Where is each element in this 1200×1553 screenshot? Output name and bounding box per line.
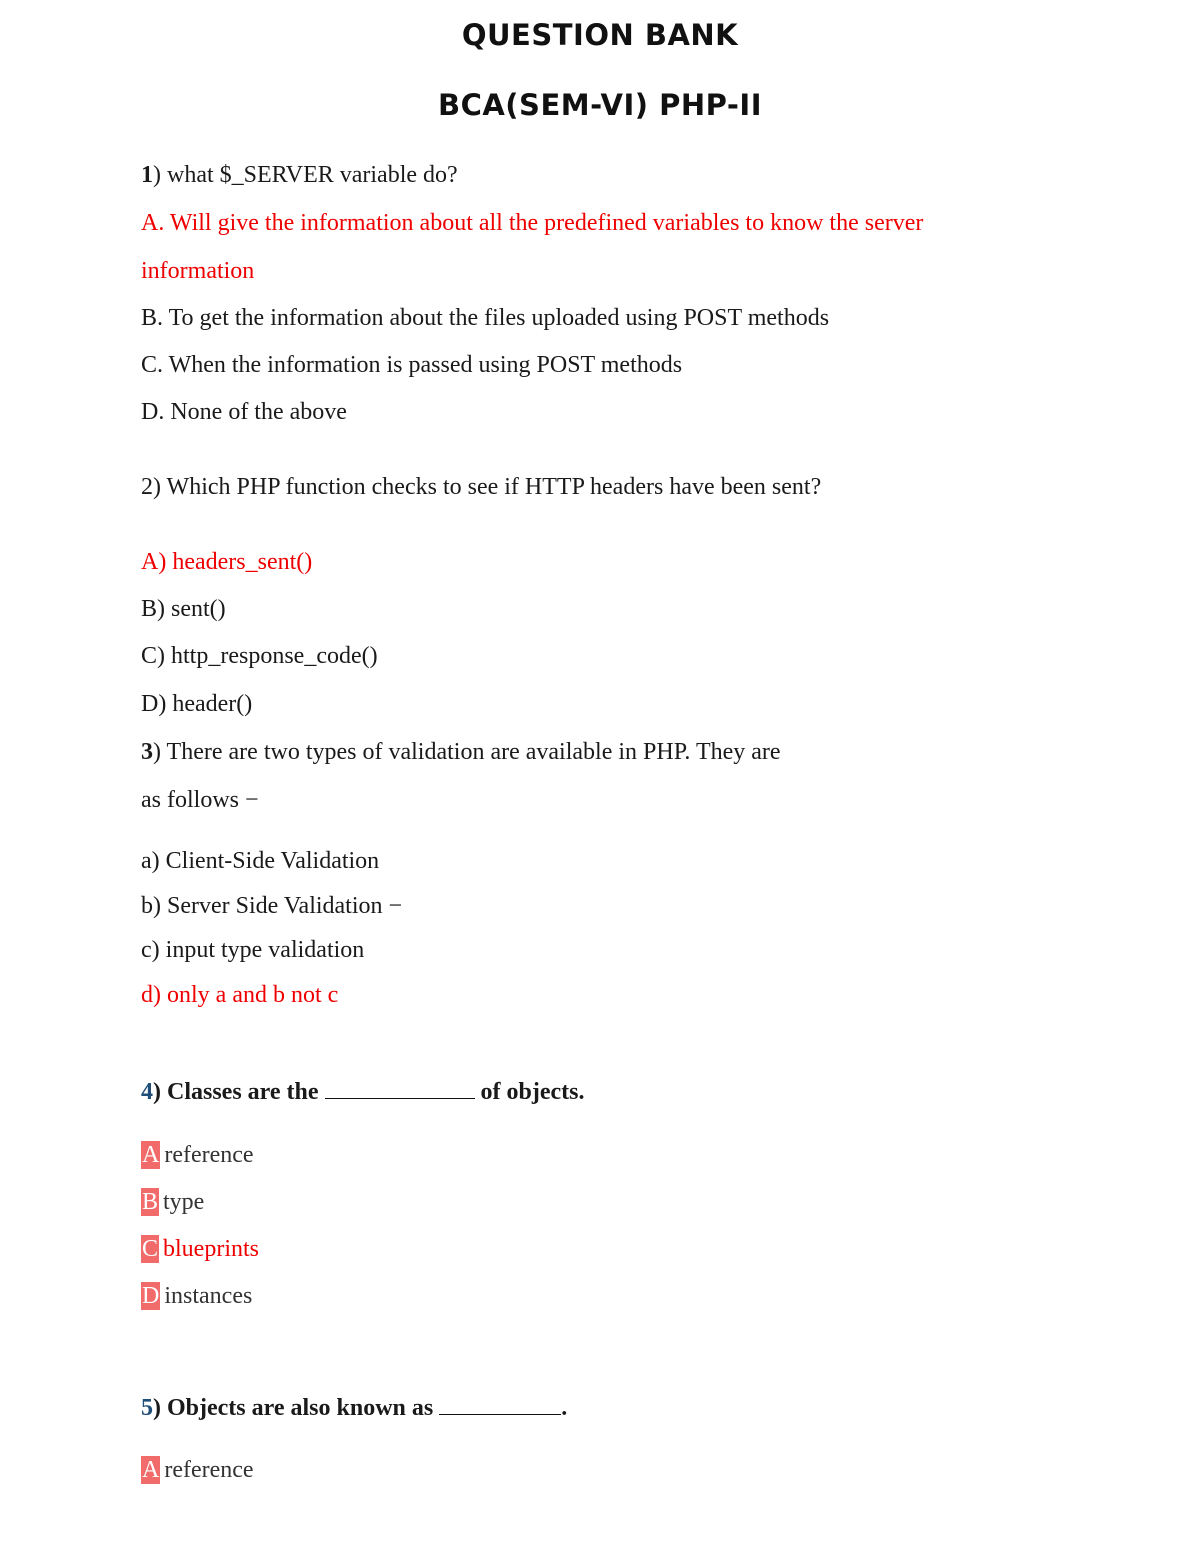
question-3-number: 3 xyxy=(141,739,153,765)
question-4-option-a xyxy=(141,1140,254,1170)
question-4-number: 4 xyxy=(141,1079,153,1105)
question-3-option-a: a) Client-Side Validation xyxy=(141,848,380,874)
question-4-text-after: of objects. xyxy=(474,1079,585,1105)
option-text: reference xyxy=(164,1457,254,1483)
question-4-option-d xyxy=(141,1281,252,1311)
question-1-option-b: B. To get the information about the files uploaded using POST methods xyxy=(141,305,830,331)
question-1-option-c: C. When the information is passed using POST methods xyxy=(141,352,683,378)
question-2-option-a: A) headers_sent() xyxy=(141,549,313,575)
question-5-blank xyxy=(439,1392,561,1415)
question-4-option-b xyxy=(141,1187,204,1217)
question-3-line1 xyxy=(141,737,781,767)
question-2-option-c: C) http_response_code() xyxy=(141,643,378,669)
question-2-option-b: B) sent() xyxy=(141,596,226,622)
question-4 xyxy=(141,1076,585,1107)
option-text: reference xyxy=(164,1142,254,1168)
question-1-text: ) what $_SERVER variable do? xyxy=(153,162,458,188)
question-4-option-c xyxy=(141,1234,259,1264)
question-1-option-a-line1: A. Will give the information about all the predefined variables to know the server xyxy=(141,210,924,236)
question-5-option-a xyxy=(141,1455,254,1485)
question-5-text-before: ) Objects are also known as xyxy=(153,1395,440,1421)
option-text: instances xyxy=(164,1283,253,1309)
option-text: blueprints xyxy=(163,1236,260,1262)
option-letter-badge: A xyxy=(142,1142,160,1168)
option-letter-badge: A xyxy=(142,1457,160,1483)
option-text: type xyxy=(163,1189,205,1215)
option-letter-badge: C xyxy=(142,1236,159,1262)
page-subtitle: BCA(SEM-VI) PHP-II xyxy=(437,88,763,122)
question-1-option-d: D. None of the above xyxy=(141,399,347,425)
question-1 xyxy=(141,160,458,190)
question-2: 2) Which PHP function checks to see if HTTP headers have been sent? xyxy=(141,474,822,500)
question-5-number: 5 xyxy=(141,1395,153,1421)
question-3-text: ) There are two types of validation are available in PHP. They are xyxy=(153,739,781,765)
page-title: QUESTION BANK xyxy=(461,18,739,52)
question-3-line2: as follows − xyxy=(141,787,259,813)
question-3-option-c: c) input type validation xyxy=(141,937,365,963)
question-2-option-d: D) header() xyxy=(141,691,253,717)
question-4-blank xyxy=(325,1076,475,1099)
question-1-option-a-line2: information xyxy=(141,258,255,284)
question-3-option-d: d) only a and b not c xyxy=(141,982,339,1008)
option-letter-badge: D xyxy=(142,1283,160,1309)
question-3-option-b: b) Server Side Validation − xyxy=(141,893,403,919)
question-5-text-after: . xyxy=(561,1395,568,1421)
question-4-text-before: ) Classes are the xyxy=(153,1079,325,1105)
question-5 xyxy=(141,1392,567,1423)
option-letter-badge: B xyxy=(142,1189,159,1215)
question-1-number: 1 xyxy=(141,162,153,188)
